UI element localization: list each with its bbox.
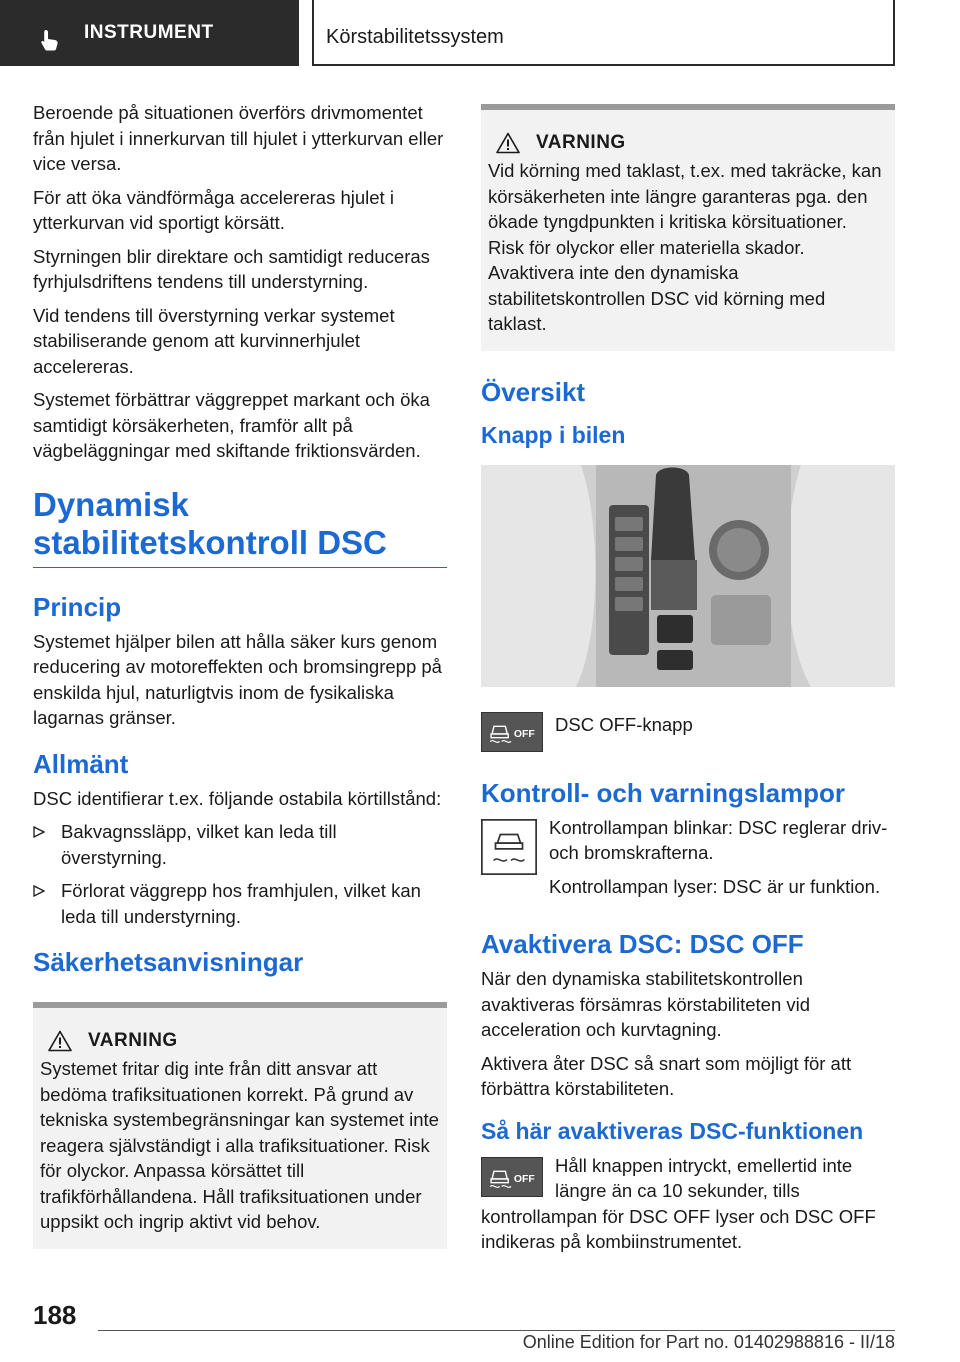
lamp-text: Kontrollampan lyser: DSC är ur funktion. <box>549 875 881 897</box>
oversikt-heading: Översikt <box>481 376 586 407</box>
warning-label: VARNING <box>536 132 626 153</box>
warning-header <box>40 1030 439 1052</box>
warning-box <box>481 104 895 351</box>
page-number: 188 <box>33 1300 77 1330</box>
page-header <box>0 0 960 66</box>
warning-triangle-icon <box>496 132 520 154</box>
unstable-conditions-list <box>33 819 447 929</box>
dsc-button-label: DSC OFF-knapp <box>555 713 693 735</box>
allmant-heading: Allmänt <box>33 748 129 779</box>
warning-text: Vid körning med taklast, t.ex. med takräcke, kan körsäkerheten inte längre garanteras pga. den ökade tyngdpunkten i kritiska körsituationer. Risk för olyckor eller materiella skador. Avaktivera inte den dynamiska stabilitetskontrollen DSC vid körning med taklast. <box>488 160 882 334</box>
warning-text: Systemet fritar dig inte från ditt ansvar att bedöma trafiksituationen korrekt. På grund av tekniska systembegränsningar kan systemet inte reagera självständigt i alla trafiksituationer. Risk för olyckor. Anpassa körsättet till trafikförhållandena. Håll trafiksituationen under uppsikt och ingrip aktivt vid behov. <box>40 1058 439 1232</box>
intro-paragraph: Beroende på situationen överförs drivmomentet från hjulet i innerkurvan till hjulet i ytterkurvan eller vice versa. <box>33 102 444 174</box>
princip-heading: Princip <box>33 591 122 622</box>
howto-text: Håll knappen intryckt, emellertid inte längre än ca 10 sekunder, tills kontrollampan för DSC OFF lyser och DSC OFF indikeras på kombiinstrumentet. <box>481 1154 876 1252</box>
page-footer <box>0 1290 960 1362</box>
knapp-heading: Knapp i bilen <box>481 421 626 448</box>
center-console-photo <box>481 465 895 687</box>
dsc-warning-lamp-icon <box>481 819 537 875</box>
safety-heading: Säkerhetsanvisningar <box>33 947 304 977</box>
triangle-bullet-icon <box>33 885 45 897</box>
warning-header <box>488 132 887 154</box>
warning-label: VARNING <box>88 1030 178 1051</box>
list-item: Förlorat väggrepp hos framhjulen, vilket kan leda till understyrning. <box>33 878 447 929</box>
footer-divider <box>98 1330 895 1331</box>
dsc-off-button-icon <box>481 712 543 752</box>
left-column <box>33 100 447 1249</box>
deactivate-text: När den dynamiska stabilitetskontrollen avaktiveras försämras körstabiliteten vid acceleration och kurvtagning. <box>481 968 811 1040</box>
lamp-text: Kontrollampan blinkar: DSC reglerar driv- och bromskrafterna. <box>549 816 888 863</box>
princip-text: Systemet hjälper bilen att hålla säker kurs genom reducering av motoreffekten och bromsingrepp på enskilda hjul, naturligtvis inom de fysikaliska lagarnas gränser. <box>33 630 442 728</box>
warning-triangle-icon <box>48 1030 72 1052</box>
chapter-tab <box>312 0 895 66</box>
lamp-section <box>481 815 895 908</box>
edition-text: Online Edition for Part no. 01402988816 - II/18 <box>522 1332 895 1352</box>
howto-section <box>481 1153 895 1255</box>
list-item: Bakvagnssläpp, vilket kan leda till överstyrning. <box>33 819 447 870</box>
triangle-bullet-icon <box>33 826 45 838</box>
dsc-button-row <box>481 712 895 752</box>
allmant-text: DSC identifierar t.ex. följande ostabila körtillstånd: <box>33 787 442 809</box>
dsc-off-icon-text: OFF <box>513 1173 535 1185</box>
intro-paragraph: Systemet förbättrar väggreppet markant och öka samtidigt körsäkerheten, framför allt på vägbeläggningar med skiftande friktionsvärden. <box>33 389 430 461</box>
dsc-off-icon-text: OFF <box>513 728 535 740</box>
section-label: INSTRUMENT <box>84 22 214 43</box>
howto-heading: Så här avaktiveras DSC-funktionen <box>481 1117 864 1144</box>
intro-paragraph: Vid tendens till överstyrning verkar systemet stabiliserande genom att kurvinnerhjulet accelereras. <box>33 304 395 377</box>
deactivate-heading: Avaktivera DSC: DSC OFF <box>481 929 804 959</box>
lamps-heading: Kontroll- och varningslampor <box>481 777 846 808</box>
chapter-label: Körstabilitetssystem <box>326 26 504 48</box>
section-title: Dynamisk stabilitetskontroll DSC <box>33 486 447 568</box>
dsc-off-button-icon <box>481 1157 543 1197</box>
right-column <box>481 104 895 1263</box>
intro-paragraph: För att öka vändförmåga accelereras hjulet i ytterkurvan vid sportigt körsätt. <box>33 186 394 233</box>
warning-box <box>33 1002 447 1249</box>
deactivate-text: Aktivera åter DSC så snart som möjligt för att förbättra körstabiliteten. <box>481 1052 852 1099</box>
hand-pointer-icon <box>38 28 62 52</box>
section-tab <box>0 0 299 66</box>
intro-paragraph: Styrningen blir direktare och samtidigt reduceras fyrhjulsdriftens tendens till understyrning. <box>33 245 430 292</box>
